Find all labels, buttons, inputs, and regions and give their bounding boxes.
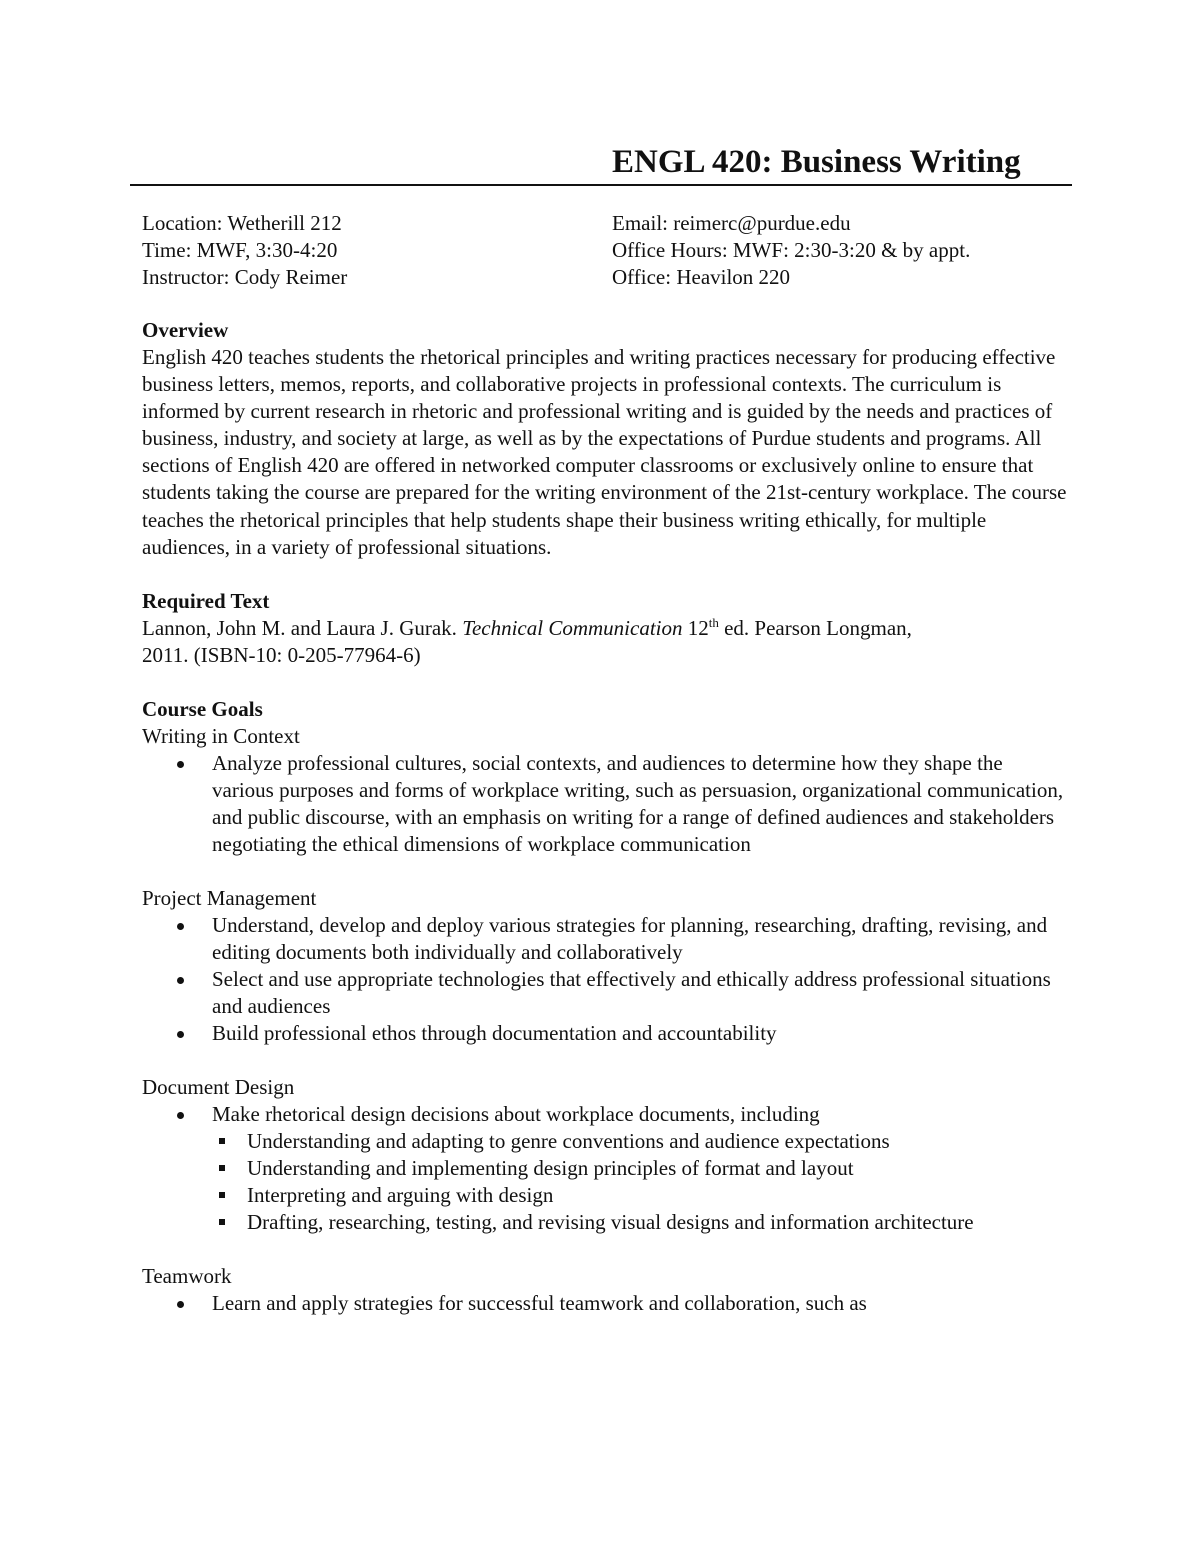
list-item: Learn and apply strategies for successful teamwork and collaboration, such as: [212, 1290, 1067, 1317]
citation: [142, 615, 1067, 669]
bullet-icon: [177, 977, 184, 984]
time-text: Time: MWF, 3:30-4:20: [142, 238, 338, 262]
overview-paragraph: English 420 teaches students the rhetorical principles and writing practices necessary for producing effective business letters, memos, reports, and collaborative projects in professional contexts. The curriculum is informed by current research in rhetoric and professional writing and is guided by the needs and practices of business, industry, and society at large, as well as by the expectations of Purdue students and programs. All sections of English 420 are offered in networked computer classrooms or exclusively online to ensure that students taking the course are prepared for the writing environment of the 21st-century workplace. The course teaches the rhetorical principles that help students shape their business writing ethically, for multiple audiences, in a variety of professional situations.: [142, 345, 1067, 559]
course-goals-section: [142, 696, 1067, 1317]
list-item: Understand, develop and deploy various strategies for planning, researching, drafting, revising, and editing documents both individually and collaboratively: [212, 912, 1067, 966]
course-info-right: [612, 210, 970, 291]
citation-edition-suffix: th: [708, 614, 719, 630]
overview-section: [142, 317, 1067, 561]
list-item: Select and use appropriate technologies that effectively and ethically address professional situations and audiences: [212, 966, 1067, 1020]
document-design-sublist: [212, 1128, 1067, 1236]
title-rule: [130, 142, 1072, 186]
writing-in-context-label: Writing in Context: [142, 723, 300, 748]
bullet-icon: [177, 1112, 184, 1119]
square-bullet-icon: [219, 1165, 225, 1171]
course-goals-heading: Course Goals: [142, 696, 263, 721]
square-bullet-icon: [219, 1192, 225, 1198]
sublist-item: Understanding and adapting to genre conventions and audience expectations: [247, 1128, 1067, 1155]
citation-publisher: ed. Pearson Longman,: [724, 615, 912, 640]
document-design-label: Document Design: [142, 1074, 295, 1099]
email-text: Email: reimerc@purdue.edu: [612, 211, 851, 235]
course-info-left: [142, 210, 347, 291]
teamwork-list: [142, 1290, 1067, 1317]
bullet-icon: [177, 1301, 184, 1308]
square-bullet-icon: [219, 1138, 225, 1144]
project-management-list: [142, 912, 1067, 1047]
bullet-icon: [177, 923, 184, 930]
page-title: ENGL 420: Business Writing: [612, 144, 1021, 180]
citation-edition-number: 12: [687, 615, 709, 640]
square-bullet-icon: [219, 1219, 225, 1225]
sublist-item: Drafting, researching, testing, and revising visual designs and information architecture: [247, 1209, 1067, 1236]
office-hours-text: Office Hours: MWF: 2:30-3:20 & by appt.: [612, 238, 971, 262]
writing-in-context-list: [142, 750, 1067, 858]
list-item: Analyze professional cultures, social contexts, and audiences to determine how they shape the various purposes and forms of workplace writing, such as persuasion, organizational communication, and public discourse, with an emphasis on writing for a range of defined audiences and stakeholders negotiating the ethical dimensions of workplace communication: [212, 750, 1067, 858]
location-text: Location: Wetherill 212: [142, 211, 342, 235]
required-text-heading: Required Text: [142, 588, 270, 613]
required-text-section: [142, 588, 1067, 669]
bullet-icon: [177, 1031, 184, 1038]
overview-heading: Overview: [142, 318, 229, 342]
citation-authors: Lannon, John M. and Laura J. Gurak.: [142, 615, 457, 640]
sublist-item: Understanding and implementing design principles of format and layout: [247, 1155, 1067, 1182]
citation-year-isbn: 2011. (ISBN-10: 0-205-77964-6): [142, 642, 421, 667]
syllabus-body: [142, 317, 1067, 1317]
project-management-label: Project Management: [142, 885, 317, 910]
sublist-item: Interpreting and arguing with design: [247, 1182, 1067, 1209]
bullet-icon: [177, 761, 184, 768]
instructor-text: Instructor: Cody Reimer: [142, 265, 348, 289]
office-text: Office: Heavilon 220: [612, 265, 791, 289]
document-design-list: [142, 1101, 1067, 1236]
citation-book-title: Technical Communication: [462, 615, 683, 640]
list-item: Make rhetorical design decisions about workplace documents, including Understanding and adapting to genre conventions and audience expectations Understanding and implementing design principles of format and layout Interpreting and arguing with design Drafting, researching, testing, and revising visual designs and information architecture: [212, 1101, 1067, 1236]
teamwork-label: Teamwork: [142, 1263, 232, 1288]
list-item: Build professional ethos through documentation and accountability: [212, 1020, 1067, 1047]
